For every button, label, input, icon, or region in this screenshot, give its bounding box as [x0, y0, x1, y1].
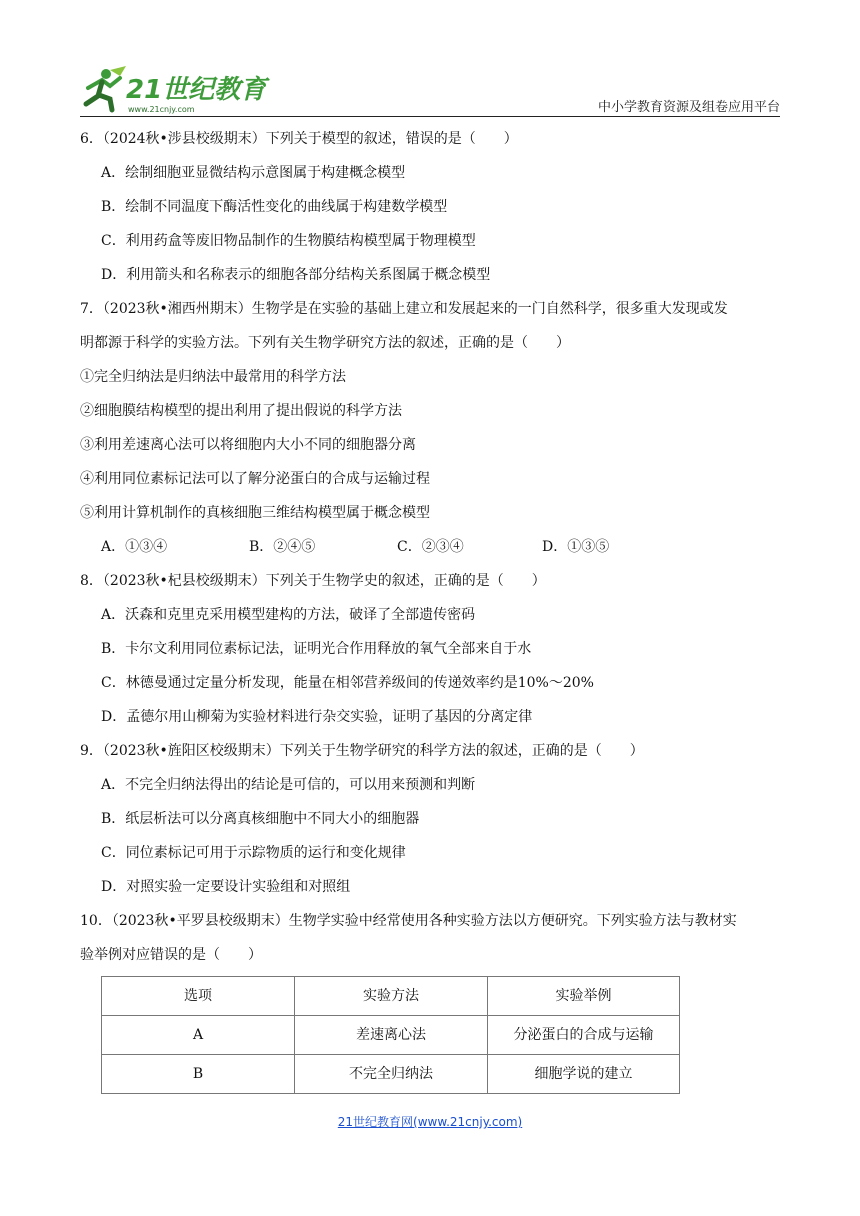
option: B．纸层析法可以分离真核细胞中不同大小的细胞器: [101, 811, 420, 827]
statement-item: ③利用差速离心法可以将细胞内大小不同的细胞器分离: [80, 437, 416, 453]
header-divider: [80, 116, 780, 117]
option: A．绘制细胞亚显微结构示意图属于构建概念模型: [101, 165, 406, 181]
table-cell: 细胞学说的建立: [488, 1055, 680, 1094]
option: D．对照实验一定要设计实验组和对照组: [101, 879, 351, 895]
table-row: [102, 1055, 680, 1094]
table-header: 实验方法: [295, 977, 488, 1016]
option: B．绘制不同温度下酶活性变化的曲线属于构建数学模型: [101, 199, 448, 215]
choice: D．①③⑤: [542, 539, 610, 555]
page-footer: [0, 1113, 860, 1130]
logo-text: 21世纪教育: [126, 75, 267, 105]
table-cell: B: [102, 1055, 295, 1094]
logo-21cnjy: [80, 66, 267, 116]
table-cell: 不完全归纳法: [295, 1055, 488, 1094]
running-figure-icon: [86, 66, 126, 110]
page-header: [80, 66, 780, 118]
table-row: [102, 1016, 680, 1055]
table-header: 实验举例: [488, 977, 680, 1016]
method-table: [101, 976, 680, 1094]
option: C．林德曼通过定量分析发现，能量在相邻营养级间的传递效率约是10%～20%: [101, 675, 594, 691]
question-list: [80, 122, 780, 1094]
option: C．同位素标记可用于示踪物质的运行和变化规律: [101, 845, 406, 861]
statement-item: ①完全归纳法是归纳法中最常用的科学方法: [80, 369, 346, 385]
table-header: 选项: [102, 977, 295, 1016]
option: D．利用箭头和名称表示的细胞各部分结构关系图属于概念模型: [101, 267, 491, 283]
footer-link[interactable]: 21世纪教育网(www.21cnjy.com): [337, 1115, 523, 1129]
question-stem: 6．（2024秋•涉县校级期末）下列关于模型的叙述，错误的是（ ）: [80, 131, 518, 147]
choice: A．①③④: [101, 539, 168, 555]
table-cell: 分泌蛋白的合成与运输: [488, 1016, 680, 1055]
platform-name: 中小学教育资源及组卷应用平台: [597, 100, 780, 115]
statement-item: ④利用同位素标记法可以了解分泌蛋白的合成与运输过程: [80, 471, 430, 487]
question-stem-cont: 验举例对应错误的是（ ）: [80, 947, 262, 963]
option: B．卡尔文利用同位素标记法，证明光合作用释放的氧气全部来自于水: [101, 641, 532, 657]
option: A．沃森和克里克采用模型建构的方法，破译了全部遗传密码: [101, 607, 476, 623]
statement-item: ⑤利用计算机制作的真核细胞三维结构模型属于概念模型: [80, 505, 430, 521]
option: D．孟德尔用山柳菊为实验材料进行杂交实验，证明了基因的分离定律: [101, 709, 533, 725]
logo-url: www.21cnjy.com: [128, 105, 195, 114]
question-stem: 9．（2023秋•旌阳区校级期末）下列关于生物学研究的科学方法的叙述，正确的是（ ）: [80, 743, 644, 759]
statement-item: ②细胞膜结构模型的提出利用了提出假说的科学方法: [80, 403, 402, 419]
question-stem: 8．（2023秋•杞县校级期末）下列关于生物学史的叙述，正确的是（ ）: [80, 573, 546, 589]
table-cell: A: [102, 1016, 295, 1055]
table-header-row: [102, 977, 680, 1016]
option: C．利用药盒等废旧物品制作的生物膜结构模型属于物理模型: [101, 233, 476, 249]
choice-row: [101, 530, 780, 564]
choice: B．②④⑤: [249, 539, 316, 555]
question-stem: 10．（2023秋•平罗县校级期末）生物学实验中经常使用各种实验方法以方便研究。下列实验方法与教材实: [80, 913, 737, 929]
choice: C．②③④: [397, 539, 464, 555]
table-cell: 差速离心法: [295, 1016, 488, 1055]
option: A．不完全归纳法得出的结论是可信的，可以用来预测和判断: [101, 777, 476, 793]
question-stem: 7．（2023秋•湘西州期末）生物学是在实验的基础上建立和发展起来的一门自然科学，很多重大发现或发: [80, 301, 728, 317]
question-stem-cont: 明都源于科学的实验方法。下列有关生物学研究方法的叙述，正确的是（ ）: [80, 335, 570, 351]
